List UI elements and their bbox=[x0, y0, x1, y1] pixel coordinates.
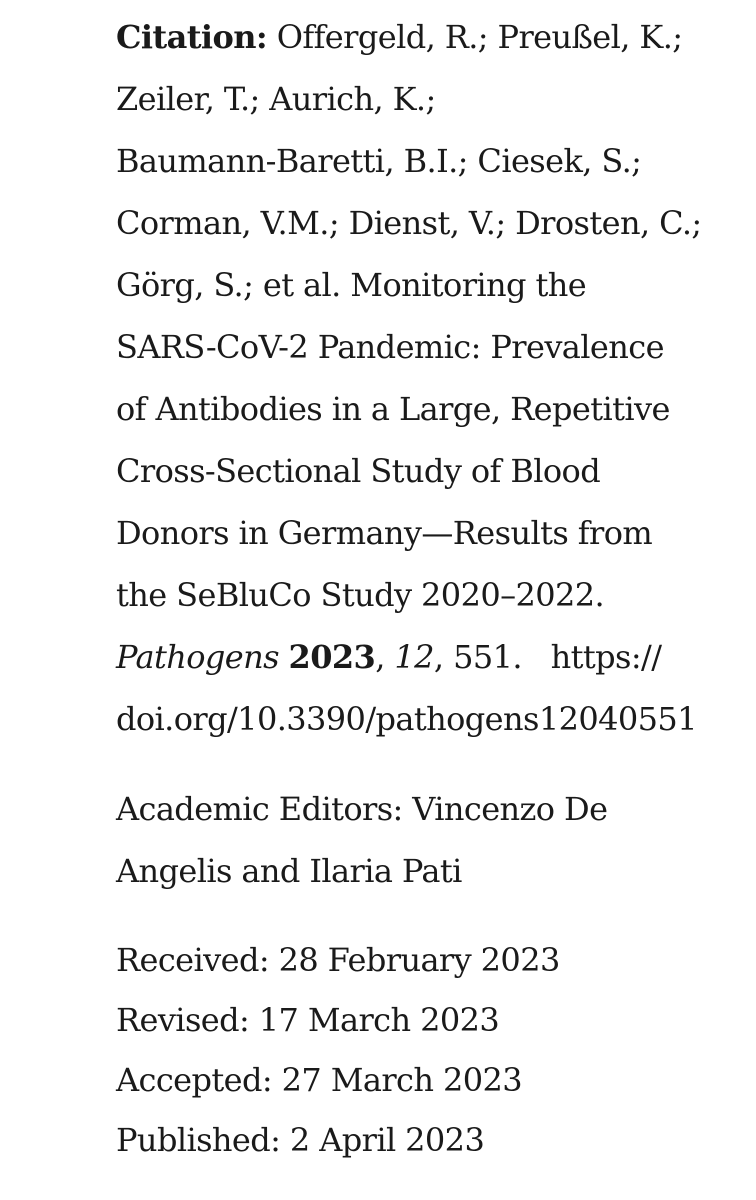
citation-authors-1: Offergeld, R.; Preußel, K.; bbox=[276, 18, 683, 56]
citation-authors-2: Zeiler, T.; Aurich, K.; bbox=[116, 80, 436, 118]
doi-link-part-1[interactable]: https:// bbox=[550, 638, 662, 676]
citation-title-4: Cross-Sectional Study of Blood bbox=[116, 452, 601, 490]
publication-year: 2023 bbox=[288, 638, 376, 676]
accepted-date: Accepted: 27 March 2023 bbox=[116, 1061, 522, 1099]
citation-label: Citation: bbox=[116, 18, 268, 56]
article-info-panel bbox=[116, 0, 736, 1170]
citation-authors-4: Corman, V.M.; Dienst, V.; Drosten, C.; bbox=[116, 204, 702, 242]
article-dates-block bbox=[116, 930, 736, 1170]
citation-source-line: Pathogens 2023, 12, 551. https:// bbox=[116, 638, 662, 676]
citation-doi-line bbox=[116, 688, 736, 750]
citation-title-5: Donors in Germany—Results from bbox=[116, 514, 653, 552]
citation-line-5 bbox=[116, 254, 736, 316]
academic-editors-line-1: Academic Editors: Vincenzo De bbox=[116, 790, 608, 828]
citation-authors-5: Görg, S.; et al. bbox=[116, 266, 341, 304]
citation-title-1: Monitoring the bbox=[350, 266, 587, 304]
citation-line-1 bbox=[116, 6, 736, 68]
published-date: Published: 2 April 2023 bbox=[116, 1121, 485, 1159]
citation-title-2: SARS-CoV-2 Pandemic: Prevalence bbox=[116, 328, 664, 366]
doi-link-part-2[interactable]: doi.org/10.3390/pathogens12040551 bbox=[116, 700, 697, 738]
received-date: Received: 28 February 2023 bbox=[116, 941, 560, 979]
article-number: 551. bbox=[453, 638, 522, 676]
journal-volume: 12 bbox=[394, 638, 434, 676]
citation-title-3: of Antibodies in a Large, Repetitive bbox=[116, 390, 670, 428]
academic-editors-block bbox=[116, 778, 736, 902]
citation-authors-3: Baumann-Baretti, B.I.; Ciesek, S.; bbox=[116, 142, 642, 180]
academic-editors-line-2: Angelis and Ilaria Pati bbox=[116, 852, 462, 890]
citation-block bbox=[116, 0, 736, 750]
revised-date: Revised: 17 March 2023 bbox=[116, 1001, 500, 1039]
journal-name: Pathogens bbox=[116, 638, 279, 676]
citation-title-6: the SeBluCo Study 2020–2022. bbox=[116, 576, 605, 614]
